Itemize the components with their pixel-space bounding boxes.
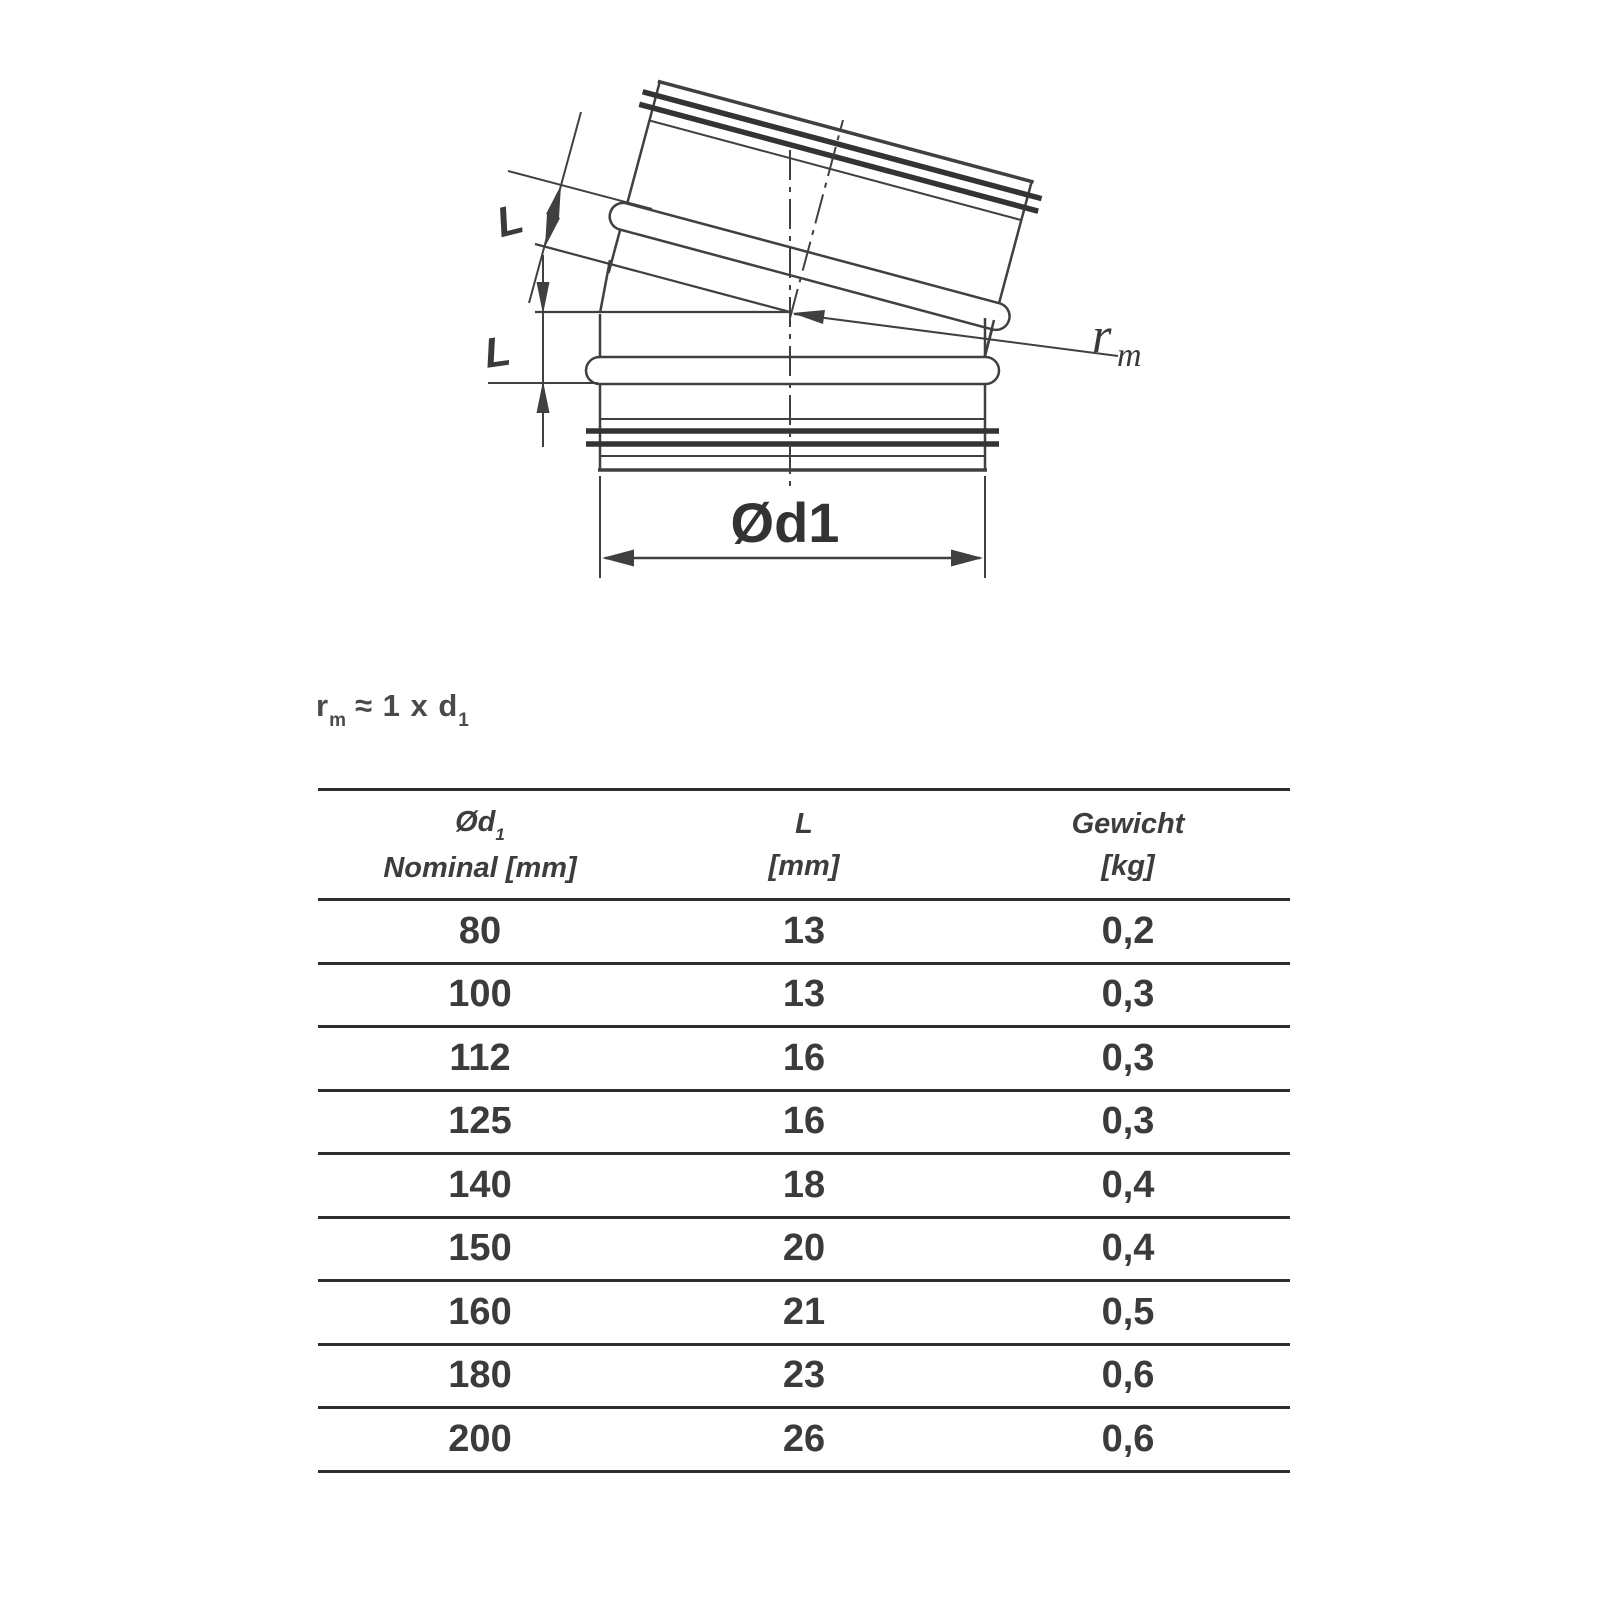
cell-d1: 112 [449,1036,511,1079]
header-weight: Gewicht [kg] [1071,807,1185,882]
header-diameter: $Ød_1$ Nominal [mm] [383,805,577,884]
rm-dimension-label: r [1092,307,1112,363]
bend-diagram [0,0,1600,640]
formula-d-subscript: 1 [458,710,470,731]
l-upper-label: L [491,194,528,247]
table-row [318,898,1290,962]
cell-d1: 150 [448,1227,512,1270]
d1-dimension-label: Ød1 [730,491,840,554]
table-row [318,1216,1290,1280]
table-row [318,1406,1290,1470]
cell-l: 23 [782,1354,826,1397]
cell-l: 16 [782,1036,826,1079]
cell-l: 26 [782,1417,826,1460]
upper-socket [595,78,1045,376]
dimensions-table [318,788,1290,1473]
cell-weight: 0,4 [1101,1227,1155,1270]
cell-d1: 100 [448,973,512,1016]
formula-r: r [316,688,330,723]
table-row [318,1089,1290,1153]
cell-weight: 0,3 [1101,1100,1155,1143]
cell-d1: 160 [448,1290,512,1333]
cell-d1: 140 [448,1163,512,1206]
table-row [318,962,1290,1026]
radius-formula [316,688,470,731]
table-header-row [318,791,1290,898]
table-row [318,1343,1290,1407]
formula-body: ≈ 1 x d [354,688,459,723]
cell-l: 20 [782,1227,826,1270]
cell-weight: 0,3 [1101,973,1155,1016]
table-row [318,1025,1290,1089]
cell-d1: 125 [448,1100,512,1143]
cell-weight: 0,5 [1101,1290,1155,1333]
formula-r-subscript: m [329,710,347,731]
cell-weight: 0,6 [1101,1354,1155,1397]
table-row [318,1152,1290,1216]
cell-weight: 0,3 [1101,1036,1155,1079]
cell-l: 16 [782,1100,826,1143]
cell-l: 18 [782,1163,826,1206]
rm-dimension-label-sub: m [1117,337,1142,374]
cell-d1: 200 [448,1417,512,1460]
cell-l: 13 [782,973,826,1016]
cell-weight: 0,2 [1101,909,1155,952]
cell-d1: 80 [458,909,502,952]
cell-d1: 180 [448,1354,512,1397]
cell-weight: 0,6 [1101,1417,1155,1460]
cell-l: 21 [782,1290,826,1333]
cell-weight: 0,4 [1101,1163,1155,1206]
table-row [318,1279,1290,1343]
l-lower-label: L [481,326,514,377]
lower-socket [586,314,999,470]
header-length: L [mm] [768,807,840,882]
cell-l: 13 [782,909,826,952]
